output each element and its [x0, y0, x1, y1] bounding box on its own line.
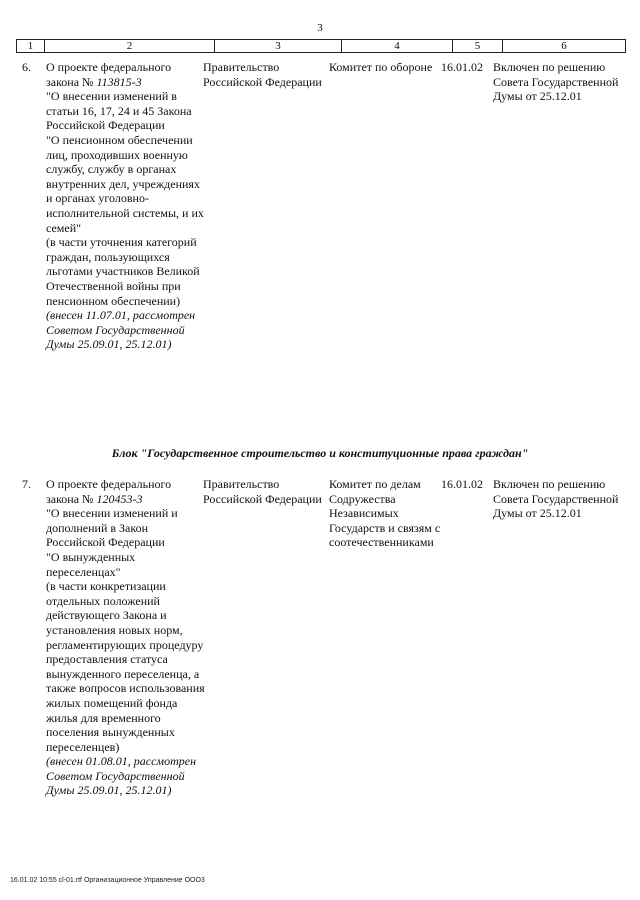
bill-number: 113815-3	[96, 74, 142, 89]
column-header-6: 6	[561, 40, 567, 52]
footer: 16.01.02 10:55 cl-01.rtf Организационное Управление ООО3	[10, 877, 205, 884]
bill-title-body: "О внесении изменений в статьи 16, 17, 24 и 45 Закона Российской Федерации "О пенсионном обеспечении лиц, проходивших военную службу, службу в органах внутренних дел, учреждениях и органах уголовно-исполнительной системы, и их семей" (в части уточнения категорий граждан, пользующихся льготами участников Великой Отечественной войны при пенсионном обеспечении)	[46, 89, 204, 308]
page-number: 3	[317, 22, 323, 34]
column-header-1: 1	[17, 40, 45, 52]
bill-title-prefix: О проекте федерального закона №	[46, 477, 172, 506]
note: Включен по решению Совета Государственной Думы от 25.12.01	[493, 60, 619, 104]
bill-title-prefix: О проекте федерального закона №	[46, 60, 172, 89]
bill-description	[46, 60, 206, 352]
bill-number: 120453-3	[96, 491, 143, 506]
bill-description	[46, 477, 206, 798]
row-number: 6.	[22, 60, 31, 74]
block-heading: Блок "Государственное строительство и конституционные права граждан"	[111, 446, 529, 460]
committee: Комитет по делам Содружества Независимых Государств и связям с соотечественниками	[329, 477, 441, 550]
bill-history: (внесен 11.07.01, рассмотрен Советом Государственной Думы 25.09.01, 25.12.01)	[46, 308, 196, 352]
date: 16.01.02	[441, 60, 483, 74]
date: 16.01.02	[441, 477, 483, 491]
column-header-5: 5	[453, 40, 503, 52]
committee: Комитет по обороне	[329, 60, 433, 74]
bill-title-body: "О внесении изменений и дополнений в Закон Российской Федерации "О вынужденных переселенцах" (в части конкретизации отдельных положений действующего Закона и установления новых норм, регламентирующих процедуру предоставления статуса вынужденного переселенца, а также вопросов использования жилых помещений фонда жилья для временного поселения вынужденных переселенцев)	[46, 506, 205, 754]
column-header-row	[16, 39, 626, 53]
column-header-4: 4	[342, 40, 453, 52]
note: Включен по решению Совета Государственной Думы от 25.12.01	[493, 477, 619, 521]
initiator: Правительство Российской Федерации	[203, 60, 322, 89]
column-header-3: 3	[215, 40, 342, 52]
bill-history: (внесен 01.08.01, рассмотрен Советом Государственной Думы 25.09.01, 25.12.01)	[46, 754, 197, 798]
row-number: 7.	[22, 477, 31, 491]
column-header-2: 2	[45, 40, 215, 52]
initiator: Правительство Российской Федерации	[203, 477, 322, 506]
